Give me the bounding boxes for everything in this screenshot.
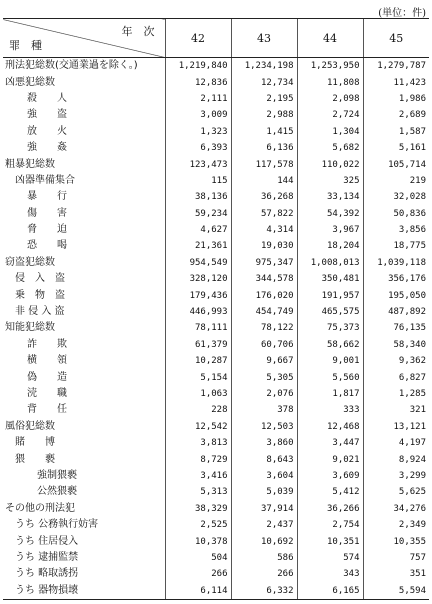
cell-value: 757	[363, 550, 429, 566]
row-label: 殺 人	[27, 92, 67, 104]
cell-value: 2,098	[297, 91, 363, 107]
cell-value: 1,253,950	[297, 58, 363, 75]
cell-value: 61,379	[165, 337, 231, 353]
row-label: うち 略取誘拐	[15, 568, 79, 580]
cell-value: 5,412	[297, 484, 363, 500]
cell-value: 12,836	[165, 74, 231, 90]
cell-value: 78,122	[231, 320, 297, 336]
cell-value: 487,892	[363, 304, 429, 320]
row-label: 凶器準備集合	[15, 174, 75, 186]
table-row	[3, 91, 429, 107]
cell-value: 1,219,840	[165, 58, 231, 75]
cell-value: 12,542	[165, 419, 231, 435]
row-label: 風俗犯総数	[5, 420, 55, 432]
cell-value: 11,423	[363, 74, 429, 90]
cell-value: 3,447	[297, 435, 363, 451]
table-row	[3, 74, 429, 90]
cell-value: 5,313	[165, 484, 231, 500]
table-row	[3, 566, 429, 582]
table-row	[3, 173, 429, 189]
row-label: 詐 欺	[27, 338, 67, 350]
cell-value: 10,287	[165, 353, 231, 369]
cell-value: 78,111	[165, 320, 231, 336]
cell-value: 454,749	[231, 304, 297, 320]
cell-value: 465,575	[297, 304, 363, 320]
year-header: 42	[165, 19, 231, 58]
table-row	[3, 435, 429, 451]
cell-value: 2,988	[231, 107, 297, 123]
cell-value: 179,436	[165, 287, 231, 303]
cell-value: 58,662	[297, 337, 363, 353]
cell-value: 12,734	[231, 74, 297, 90]
cell-value: 4,197	[363, 435, 429, 451]
cell-value: 9,362	[363, 353, 429, 369]
cell-value: 1,285	[363, 386, 429, 402]
cell-value: 350,481	[297, 271, 363, 287]
row-label: 猥 褻	[15, 453, 55, 465]
cell-value: 378	[231, 402, 297, 418]
row-label: 刑法犯総数(交通業過を除く。)	[5, 60, 138, 72]
table-row	[3, 369, 429, 385]
cell-value: 54,392	[297, 206, 363, 222]
cell-value: 36,266	[297, 501, 363, 517]
table-row	[3, 517, 429, 533]
table-row	[3, 124, 429, 140]
cell-value: 8,729	[165, 451, 231, 467]
row-label: 脅 迫	[27, 224, 67, 236]
row-label: うち 器物損壊	[3, 583, 165, 600]
cell-value: 574	[297, 550, 363, 566]
table-row	[3, 484, 429, 500]
cell-value: 144	[231, 173, 297, 189]
table-row	[3, 337, 429, 353]
cell-value: 10,378	[165, 533, 231, 549]
cell-value: 5,625	[363, 484, 429, 500]
cell-value: 2,111	[165, 91, 231, 107]
cell-value: 1,817	[297, 386, 363, 402]
table-row	[3, 58, 429, 75]
cell-value: 123,473	[165, 156, 231, 172]
year-header: 44	[297, 19, 363, 58]
cell-value: 1,234,198	[231, 58, 297, 75]
cell-value: 446,993	[165, 304, 231, 320]
table-row	[3, 320, 429, 336]
cell-value: 4,314	[231, 222, 297, 238]
table-row	[3, 402, 429, 418]
row-label: 強 盗	[27, 109, 67, 121]
table-row	[3, 304, 429, 320]
table-row	[3, 271, 429, 287]
table-row	[3, 550, 429, 566]
cell-value: 343	[297, 566, 363, 582]
crime-statistics-table	[3, 18, 429, 600]
row-label: 公然猥褻	[37, 486, 77, 498]
table-row	[3, 222, 429, 238]
cell-value: 351	[363, 566, 429, 582]
table-row	[3, 238, 429, 254]
table-row	[3, 583, 429, 600]
cell-value: 328,120	[165, 271, 231, 287]
cell-value: 6,136	[231, 140, 297, 156]
cell-value: 5,305	[231, 369, 297, 385]
cell-value: 191,957	[297, 287, 363, 303]
cell-value: 1,279,787	[363, 58, 429, 75]
cell-value: 9,001	[297, 353, 363, 369]
cell-value: 5,594	[363, 583, 429, 600]
table-row	[3, 501, 429, 517]
cell-value: 3,813	[165, 435, 231, 451]
unit-label: (単位：件)	[378, 8, 426, 19]
cell-value: 2,689	[363, 107, 429, 123]
cell-value: 60,706	[231, 337, 297, 353]
table-row	[3, 419, 429, 435]
row-label: 偽 造	[27, 371, 67, 383]
cell-value: 50,836	[363, 206, 429, 222]
cell-value: 3,856	[363, 222, 429, 238]
cell-value: 333	[297, 402, 363, 418]
cell-value: 9,021	[297, 451, 363, 467]
cell-value: 9,667	[231, 353, 297, 369]
cell-value: 18,775	[363, 238, 429, 254]
row-label: 放 火	[27, 125, 67, 137]
cell-value: 6,114	[165, 583, 231, 600]
cell-value: 19,030	[231, 238, 297, 254]
year-header: 45	[363, 19, 429, 58]
row-label: 暴 行	[27, 191, 67, 203]
row-label: 横 領	[27, 355, 67, 367]
cell-value: 266	[165, 566, 231, 582]
cell-value: 228	[165, 402, 231, 418]
cell-value: 5,682	[297, 140, 363, 156]
cell-value: 4,627	[165, 222, 231, 238]
cell-value: 2,349	[363, 517, 429, 533]
table-row	[3, 140, 429, 156]
cell-value: 2,437	[231, 517, 297, 533]
cell-value: 954,549	[165, 255, 231, 271]
cell-value: 8,924	[363, 451, 429, 467]
cell-value: 10,692	[231, 533, 297, 549]
cell-value: 6,332	[231, 583, 297, 600]
row-label: 非 侵 入 盗	[15, 306, 65, 318]
cell-value: 176,020	[231, 287, 297, 303]
cell-value: 356,176	[363, 271, 429, 287]
row-label: 強 姦	[27, 142, 67, 154]
cell-value: 38,329	[165, 501, 231, 517]
cell-value: 321	[363, 402, 429, 418]
cell-value: 37,914	[231, 501, 297, 517]
cell-value: 1,587	[363, 124, 429, 140]
table-row	[3, 206, 429, 222]
cell-value: 2,724	[297, 107, 363, 123]
cell-value: 18,204	[297, 238, 363, 254]
cell-value: 195,050	[363, 287, 429, 303]
table-row	[3, 189, 429, 205]
cell-value: 3,299	[363, 468, 429, 484]
row-label: 粗暴犯総数	[5, 158, 55, 170]
cell-value: 3,967	[297, 222, 363, 238]
cell-value: 975,347	[231, 255, 297, 271]
table-row	[3, 107, 429, 123]
row-label: 恐 喝	[27, 240, 67, 252]
cell-value: 12,503	[231, 419, 297, 435]
cell-value: 586	[231, 550, 297, 566]
cell-value: 1,415	[231, 124, 297, 140]
row-label: 侵 入 盗	[15, 273, 65, 285]
table-row	[3, 451, 429, 467]
cell-value: 2,195	[231, 91, 297, 107]
cell-value: 10,355	[363, 533, 429, 549]
cell-value: 6,165	[297, 583, 363, 600]
cell-value: 266	[231, 566, 297, 582]
cell-value: 12,468	[297, 419, 363, 435]
cell-value: 38,136	[165, 189, 231, 205]
cell-value: 57,822	[231, 206, 297, 222]
row-label: 賭 博	[15, 437, 55, 449]
cell-value: 1,039,118	[363, 255, 429, 271]
table-row	[3, 156, 429, 172]
cell-value: 58,340	[363, 337, 429, 353]
cell-value: 10,351	[297, 533, 363, 549]
row-label: 知能犯総数	[5, 322, 55, 334]
cell-value: 105,714	[363, 156, 429, 172]
cell-value: 34,276	[363, 501, 429, 517]
cell-value: 1,063	[165, 386, 231, 402]
cell-value: 3,416	[165, 468, 231, 484]
cell-value: 5,039	[231, 484, 297, 500]
cell-value: 75,373	[297, 320, 363, 336]
cell-value: 2,754	[297, 517, 363, 533]
row-axis-label: 罪 種	[9, 39, 42, 52]
col-axis-label: 年 次	[121, 25, 155, 38]
cell-value: 5,154	[165, 369, 231, 385]
year-header: 43	[231, 19, 297, 58]
cell-value: 33,134	[297, 189, 363, 205]
cell-value: 2,525	[165, 517, 231, 533]
cell-value: 11,808	[297, 74, 363, 90]
cell-value: 1,304	[297, 124, 363, 140]
cell-value: 6,393	[165, 140, 231, 156]
header-row	[3, 19, 429, 58]
row-label: その他の刑法犯	[5, 502, 75, 514]
cell-value: 8,643	[231, 451, 297, 467]
row-label: 強制猥褻	[37, 469, 77, 481]
cell-value: 325	[297, 173, 363, 189]
cell-value: 3,604	[231, 468, 297, 484]
cell-value: 1,323	[165, 124, 231, 140]
cell-value: 115	[165, 173, 231, 189]
table-row	[3, 533, 429, 549]
row-label: 涜 職	[27, 388, 67, 399]
row-label: うち 逮捕監禁	[15, 551, 79, 563]
cell-value: 5,560	[297, 369, 363, 385]
row-label: 傷 害	[27, 207, 67, 219]
table-row	[3, 255, 429, 271]
cell-value: 219	[363, 173, 429, 189]
cell-value: 21,361	[165, 238, 231, 254]
cell-value: 110,022	[297, 156, 363, 172]
cell-value: 3,860	[231, 435, 297, 451]
cell-value: 2,076	[231, 386, 297, 402]
cell-value: 3,609	[297, 468, 363, 484]
cell-value: 59,234	[165, 206, 231, 222]
row-label: 背 任	[27, 404, 67, 416]
table-row	[3, 468, 429, 484]
table-row	[3, 353, 429, 369]
row-label: うち 住居侵入	[15, 535, 79, 547]
cell-value: 504	[165, 550, 231, 566]
row-label: 凶悪犯総数	[5, 76, 55, 88]
cell-value: 344,578	[231, 271, 297, 287]
cell-value: 13,121	[363, 419, 429, 435]
cell-value: 5,161	[363, 140, 429, 156]
table-row	[3, 287, 429, 303]
corner-header	[3, 19, 165, 58]
table-row	[3, 386, 429, 402]
cell-value: 1,986	[363, 91, 429, 107]
cell-value: 3,009	[165, 107, 231, 123]
cell-value: 1,008,013	[297, 255, 363, 271]
cell-value: 76,135	[363, 320, 429, 336]
row-label: うち 公務執行妨害	[15, 519, 99, 531]
cell-value: 36,268	[231, 189, 297, 205]
cell-value: 32,028	[363, 189, 429, 205]
cell-value: 6,827	[363, 369, 429, 385]
row-label: 窃盗犯総数	[5, 256, 55, 268]
row-label: 乗 物 盗	[15, 289, 65, 301]
cell-value: 117,578	[231, 156, 297, 172]
